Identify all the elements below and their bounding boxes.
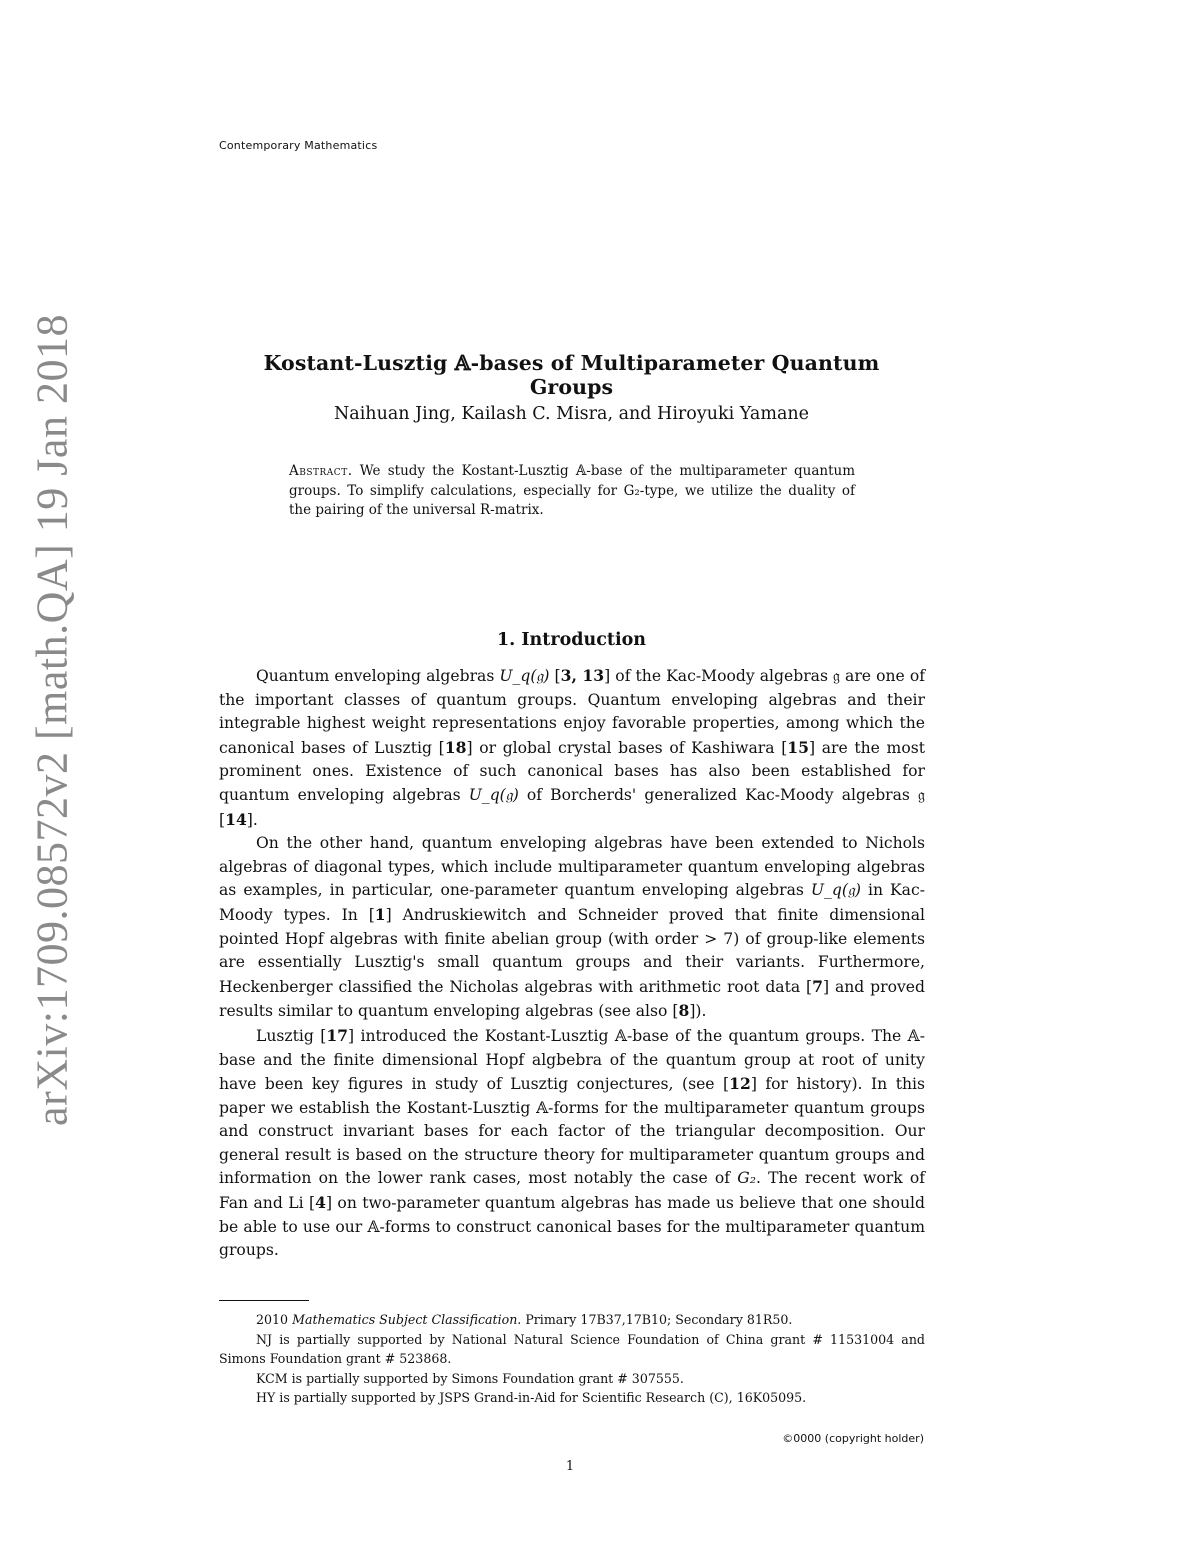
math-inline: G₂ bbox=[737, 1169, 756, 1188]
citation[interactable]: 15 bbox=[787, 737, 809, 757]
arxiv-identifier: arXiv:1709.08572v2 [math.QA] 19 Jan 2018 bbox=[27, 314, 77, 1126]
citation[interactable]: 3, 13 bbox=[560, 666, 605, 685]
math-inline: U_q(𝔤) bbox=[468, 785, 519, 804]
paragraph: On the other hand, quantum enveloping algebras have been extended to Nichols algebras of diagonal types, which include multiparameter quantum enveloping algebras as examples, in particular, one-parameter quantum enveloping algebras U_q(𝔤) in Kac-Moody types. In [1] Andruskiewitch and Schneider proved that finite dimensional pointed Hopf algebras with finite abelian group (with order > 7) of group-like elements are essentially Lusztig's small quantum groups and their variants. Furthermore, Heckenberger classified the Nicholas algebras with arithmetic root data [7] and proved results similar to quantum enveloping algebras (see also [8]). bbox=[219, 834, 925, 1021]
abstract bbox=[289, 462, 855, 521]
abstract-text: We study the Kostant-Lusztig 𝔸-base of the multiparameter quantum groups. To simplify calculations, especially for G₂-type, we utilize the duality of the pairing of the universal R-matrix. bbox=[289, 463, 855, 518]
page-number: 1 bbox=[565, 1459, 575, 1474]
math-inline: U_q(𝔤) bbox=[810, 881, 861, 900]
footnote-nj: NJ is partially supported by National Natural Science Foundation of China grant # 11531004 and Simons Foundation grant # 523868. bbox=[219, 1331, 925, 1367]
paragraph: Lusztig [17] introduced the Kostant-Lusztig 𝔸-base of the quantum groups. The 𝔸-base and the finite dimensional Hopf algbebra of the quantum group at root of unity have been key figures in study of Lusztig conjectures, (see [12] for history). In this paper we establish the Kostant-Lusztig 𝔸-forms for the multiparameter quantum groups and construct invariant bases for each factor of the triangular decomposition. Our general result is based on the structure theory for multiparameter quantum groups and information on the lower rank cases, most notably the case of G₂. The recent work of Fan and Li [4] on two-parameter quantum algebras has made us believe that one should be able to use our 𝔸-forms to construct canonical bases for the multiparameter quantum groups. bbox=[219, 1025, 925, 1260]
citation[interactable]: 4 bbox=[315, 1193, 326, 1213]
footnote-rule bbox=[219, 1300, 309, 1301]
citation[interactable]: 7 bbox=[812, 976, 823, 996]
paper-title: Kostant-Lusztig 𝔸-bases of Multiparameter Quantum Groups bbox=[263, 351, 880, 399]
citation[interactable]: 8 bbox=[678, 1001, 690, 1021]
author-list: Naihuan Jing, Kailash C. Misra, and Hiroyuki Yamane bbox=[333, 404, 810, 424]
citation[interactable]: 1 bbox=[374, 904, 386, 924]
citation[interactable]: 14 bbox=[225, 809, 247, 829]
footnote-hy: HY is partially supported by JSPS Grand-in-Aid for Scientific Research (C), 16K05095. bbox=[256, 1390, 807, 1406]
citation[interactable]: 17 bbox=[326, 1025, 349, 1045]
journal-series: Contemporary Mathematics bbox=[219, 139, 378, 152]
section-heading: 1. Introduction bbox=[497, 630, 646, 650]
citation[interactable]: 18 bbox=[444, 737, 467, 757]
abstract-label: Abstract. bbox=[289, 463, 353, 479]
section-body bbox=[219, 664, 925, 1263]
footnote-kcm: KCM is partially supported by Simons Foundation grant # 307555. bbox=[256, 1370, 684, 1386]
footnote-msc: 2010 Mathematics Subject Classification. Primary 17B37,17B10; Secondary 81R50. bbox=[256, 1312, 793, 1327]
paragraph: Quantum enveloping algebras U_q(𝔤) [3, 13] of the Kac-Moody algebras 𝔤 are one of the important classes of quantum groups. Quantum enveloping algebras and their integrable highest weight representations enjoy favorable properties, among which the canonical bases of Lusztig [18] or global crystal bases of Kashiwara [15] are the most prominent ones. Existence of such canonical bases has also been established for quantum enveloping algebras U_q(𝔤) of Borcherds' generalized Kac-Moody algebras 𝔤 [14]. bbox=[219, 666, 925, 829]
citation[interactable]: 12 bbox=[729, 1074, 751, 1094]
copyright-notice: ©0000 (copyright holder) bbox=[782, 1432, 924, 1445]
math-inline: U_q(𝔤) bbox=[499, 667, 550, 685]
footnotes bbox=[219, 1310, 925, 1408]
